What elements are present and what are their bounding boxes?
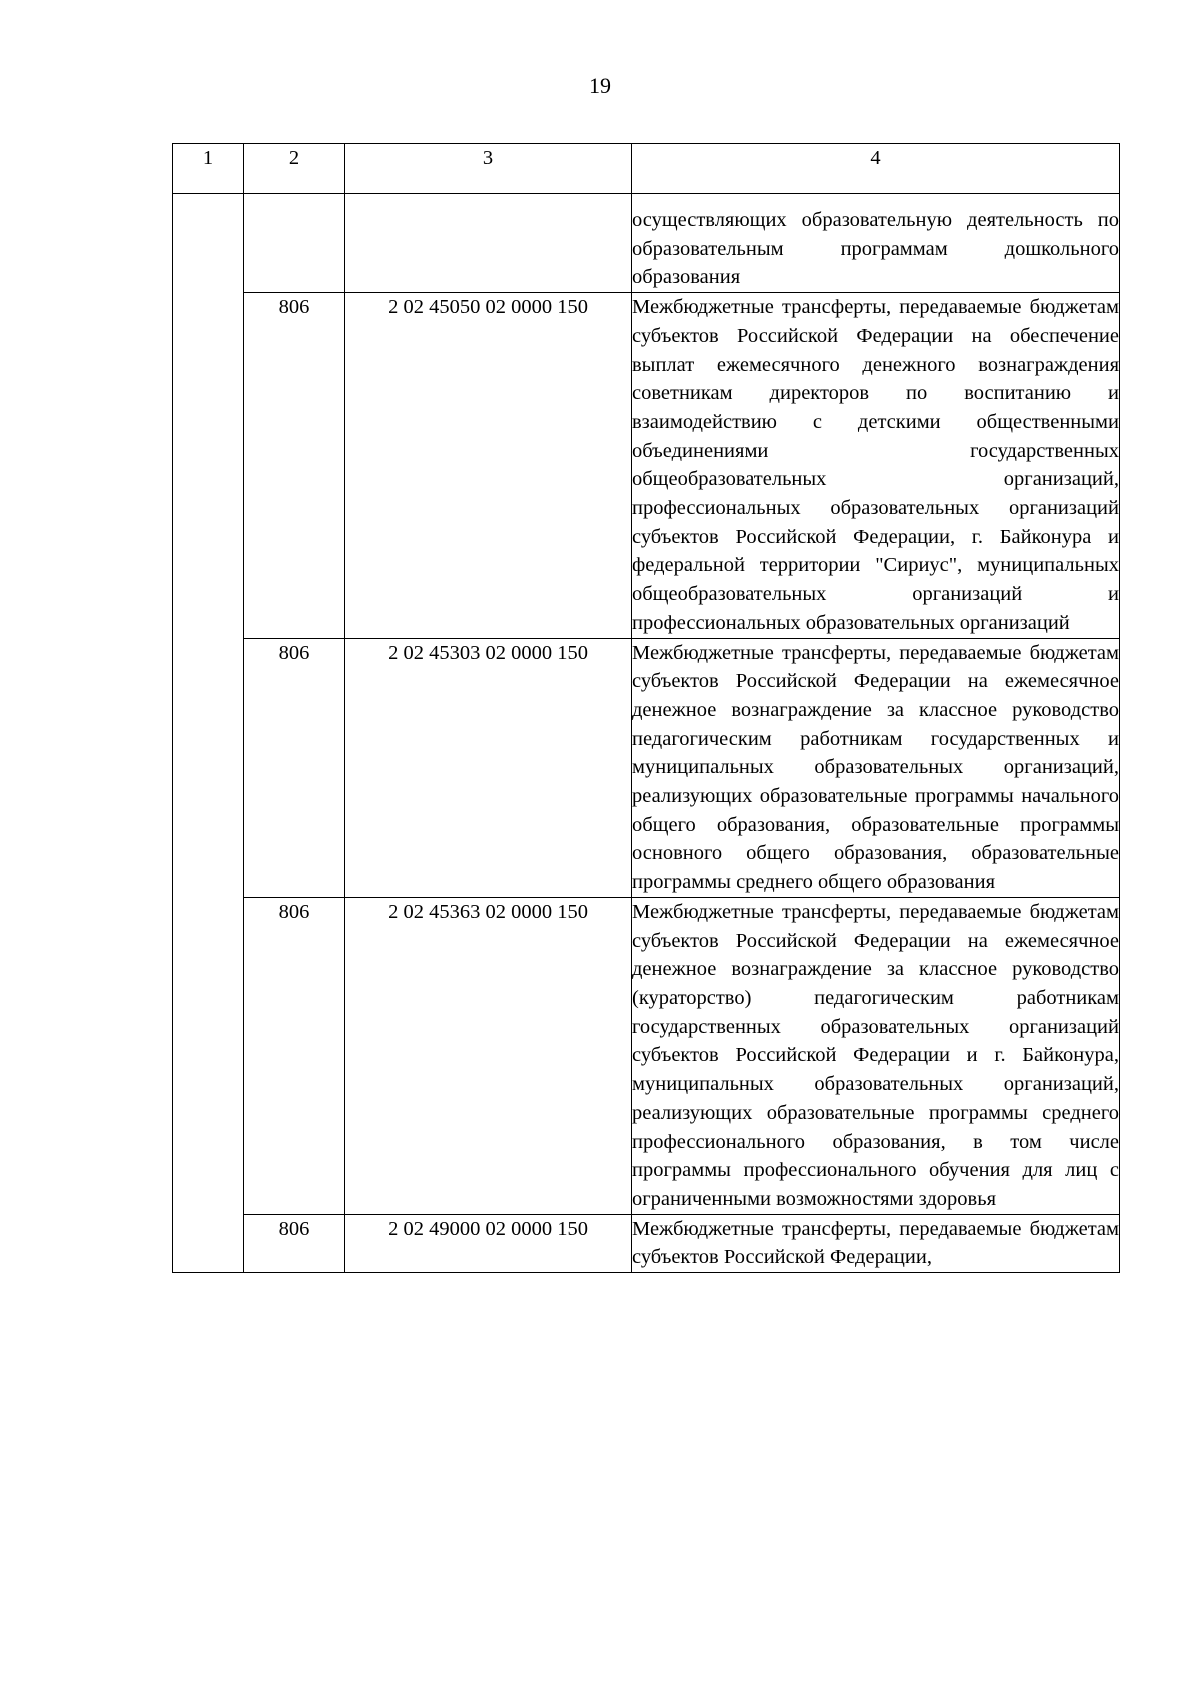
table-row	[173, 1214, 1120, 1272]
budget-codes-table	[172, 143, 1120, 1273]
table-row	[173, 293, 1120, 638]
header-col-1: 1	[173, 144, 244, 194]
admin-code-cell: 806	[244, 638, 345, 897]
header-col-4: 4	[632, 144, 1120, 194]
admin-code-cell: 806	[244, 293, 345, 638]
description-cell: Межбюджетные трансферты, передаваемые бюджетам субъектов Российской Федерации на ежемесячное денежное вознаграждение за классное руководство (кураторство) педагогическим работникам государственных образовательных организаций субъектов Российской Федерации и г. Байконура, муниципальных образовательных организаций, реализующих образовательные программы среднего профессионального образования, в том числе программы профессионального обучения для лиц с ограниченными возможностями здоровья	[632, 897, 1120, 1214]
header-row	[173, 144, 1120, 194]
income-code-cell: 2 02 49000 02 0000 150	[345, 1214, 632, 1272]
income-code-cell: 2 02 45050 02 0000 150	[345, 293, 632, 638]
admin-code-cell: 806	[244, 897, 345, 1214]
description-cell: Межбюджетные трансферты, передаваемые бюджетам субъектов Российской Федерации на обеспечение выплат ежемесячного денежного вознаграждения советникам директоров по воспитанию и взаимодействию с детскими общественными объединениями государственных общеобразовательных организаций, профессиональных образовательных организаций субъектов Российской Федерации, г. Байконура и федеральной территории "Сириус", муниципальных общеобразовательных организаций и профессиональных образовательных организаций	[632, 293, 1120, 638]
page-number: 19	[589, 73, 611, 98]
description-cell-continuation: осуществляющих образовательную деятельность по образовательным программам дошкольного образования	[632, 194, 1120, 293]
income-code-cell: 2 02 45363 02 0000 150	[345, 897, 632, 1214]
table-row-continuation	[173, 194, 1120, 293]
table-row	[173, 638, 1120, 897]
table-row	[173, 897, 1120, 1214]
income-code-cell-empty	[345, 194, 632, 293]
table-header	[173, 144, 1120, 194]
description-cell: Межбюджетные трансферты, передаваемые бюджетам субъектов Российской Федерации,	[632, 1214, 1120, 1272]
header-col-3: 3	[345, 144, 632, 194]
description-cell: Межбюджетные трансферты, передаваемые бюджетам субъектов Российской Федерации на ежемесячное денежное вознаграждение за классное руководство педагогическим работникам государственных и муниципальных образовательных организаций, реализующих образовательные программы начального общего образования, образовательные программы основного общего образования, образовательные программы среднего общего образования	[632, 638, 1120, 897]
header-col-2: 2	[244, 144, 345, 194]
group-cell	[173, 194, 244, 1273]
admin-code-cell-empty	[244, 194, 345, 293]
admin-code-cell: 806	[244, 1214, 345, 1272]
income-code-cell: 2 02 45303 02 0000 150	[345, 638, 632, 897]
